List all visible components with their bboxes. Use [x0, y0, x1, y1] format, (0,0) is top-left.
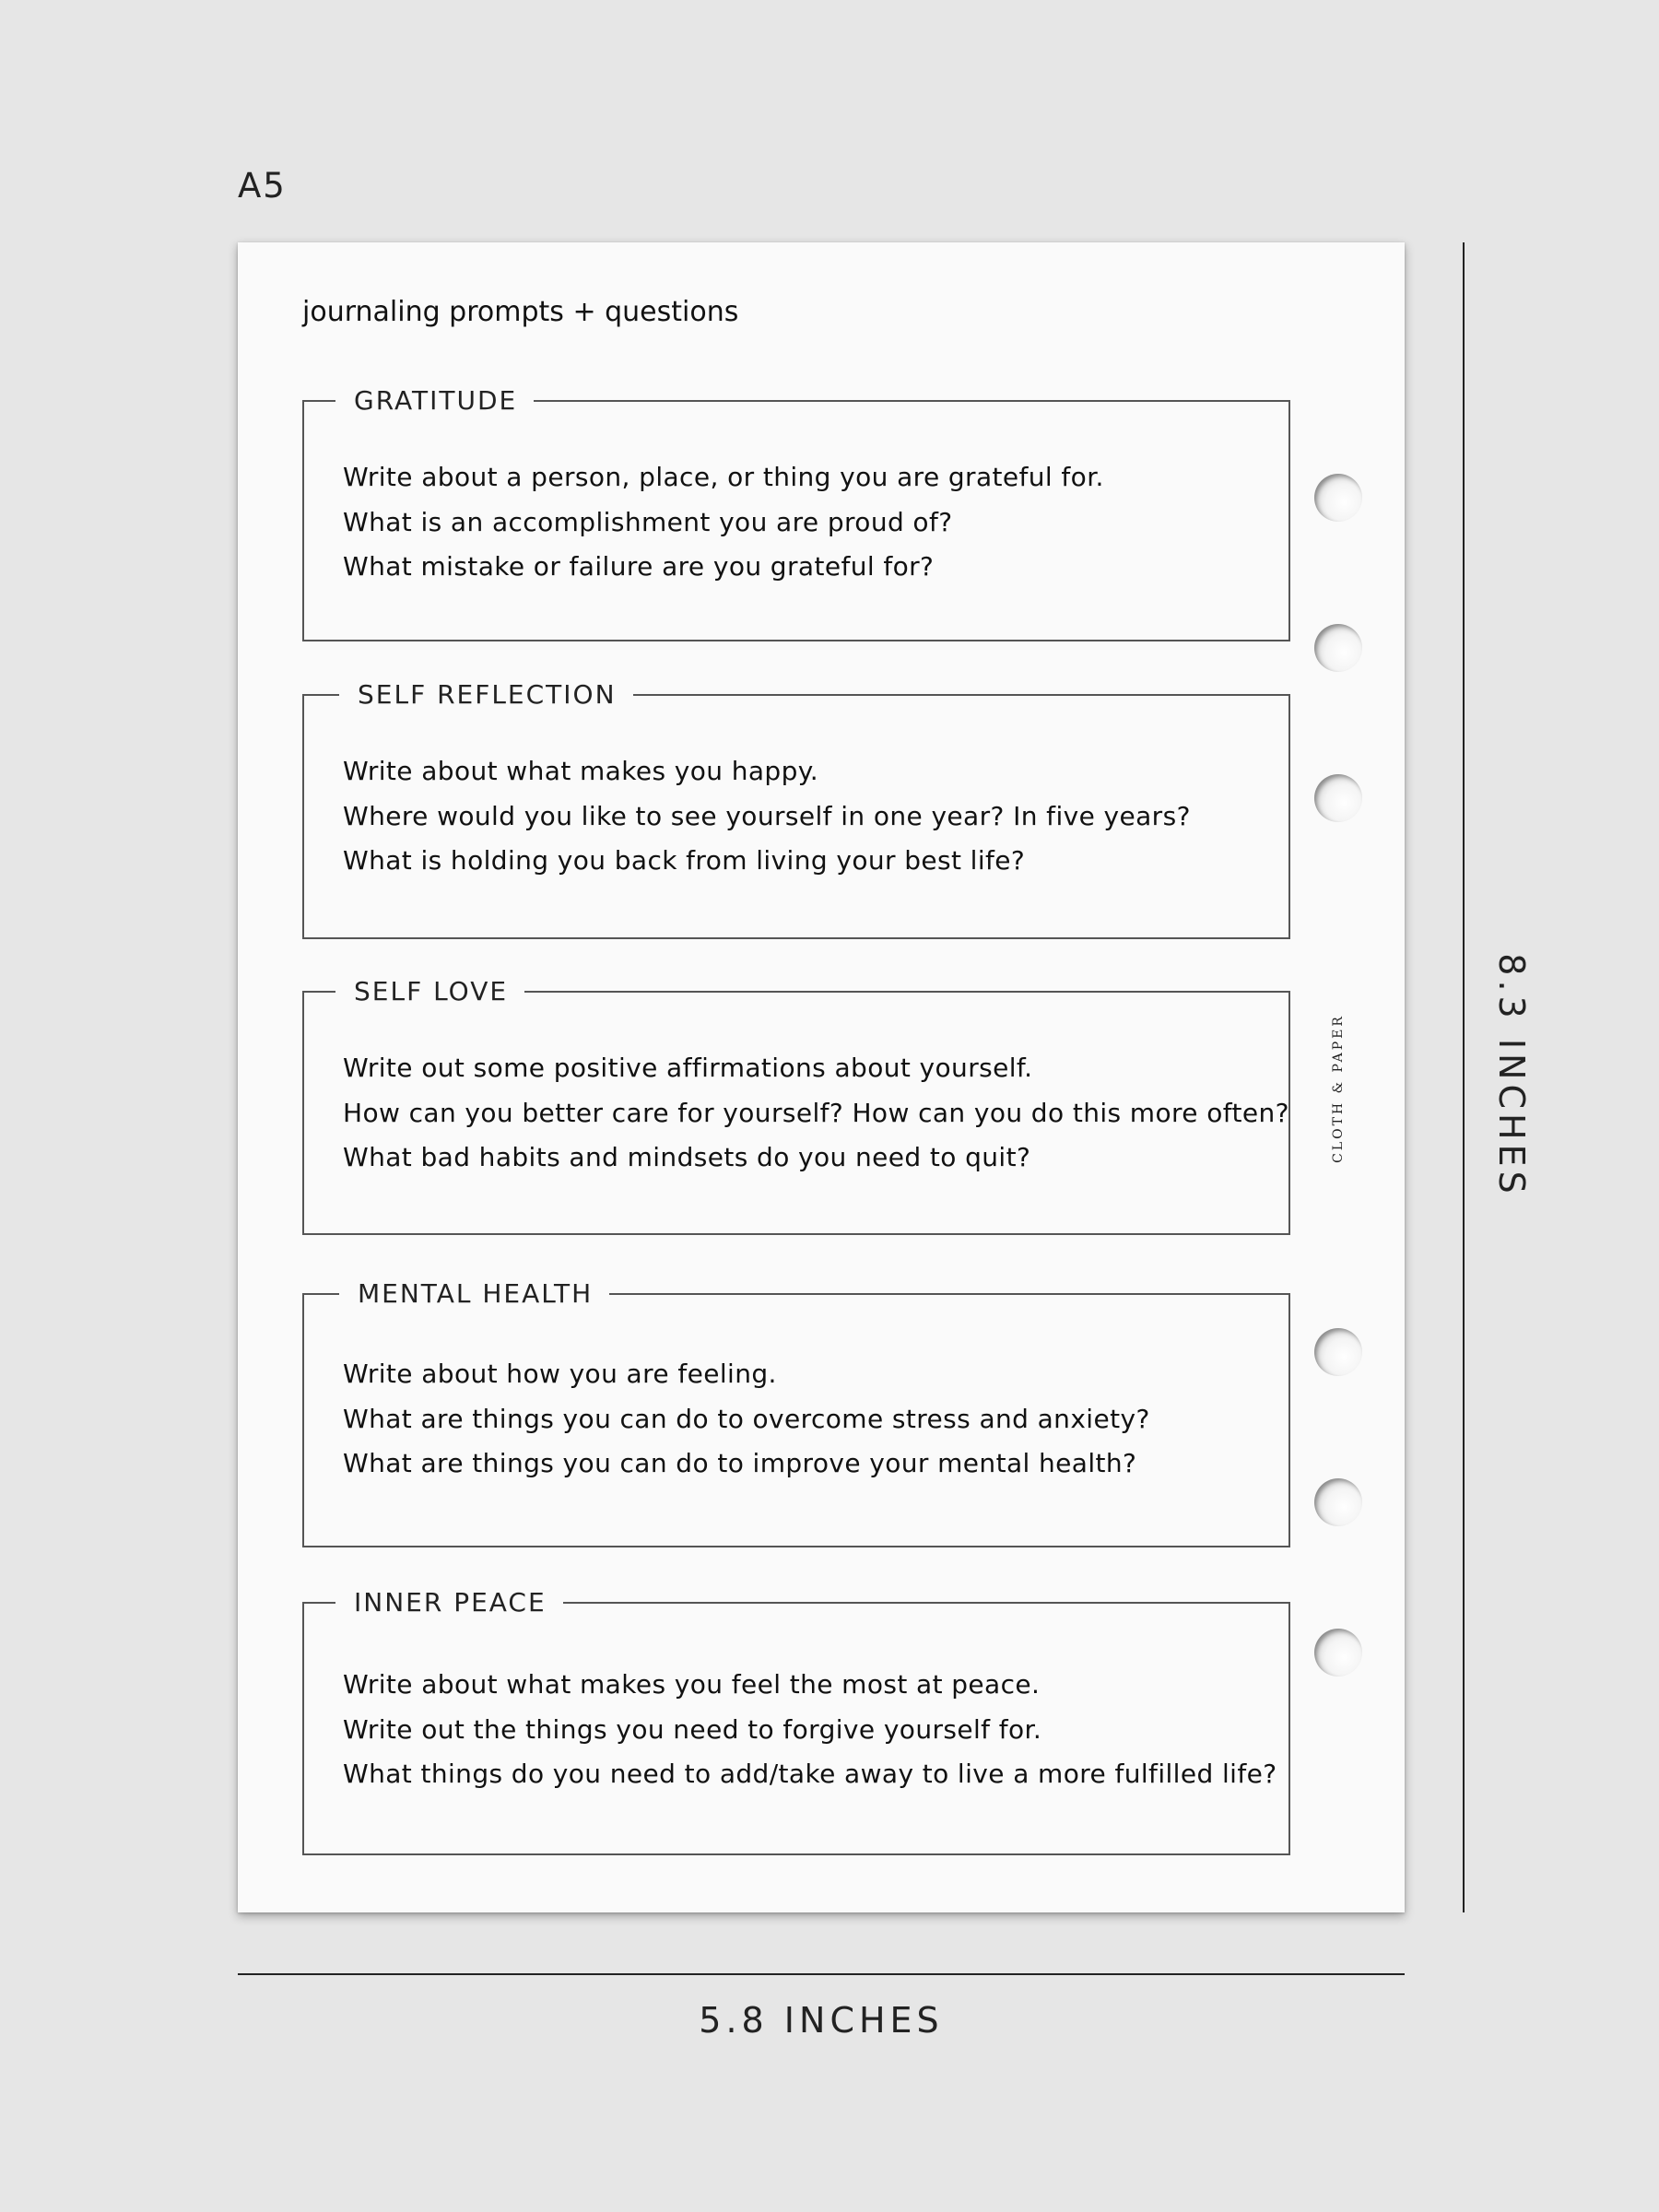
prompt: Where would you like to see yourself in one year? In five years?	[343, 800, 1191, 831]
prompt: What are things you can do to overcome stress and anxiety?	[343, 1403, 1150, 1434]
punch-hole	[1314, 1629, 1362, 1677]
section-title: MENTAL HEALTH	[339, 1277, 609, 1312]
prompt: What mistake or failure are you grateful for?	[343, 551, 935, 582]
section-mental-health	[302, 1278, 1290, 1547]
prompt-list	[343, 749, 1270, 884]
height-dimension-line	[1463, 242, 1465, 1912]
section-self-love	[302, 976, 1290, 1235]
prompt: What is an accomplishment you are proud of?	[343, 506, 953, 537]
page-title: journaling prompts + questions	[302, 296, 739, 328]
prompt: Write about how you are feeling.	[343, 1359, 777, 1389]
prompt: Write out some positive affirmations about yourself.	[343, 1053, 1033, 1083]
brand-logo: CLOTH & PAPER	[1331, 1014, 1346, 1163]
section-gratitude	[302, 385, 1290, 641]
prompt: Write about what makes you feel the most at peace.	[343, 1669, 1041, 1700]
section-title: INNER PEACE	[335, 1585, 563, 1620]
prompt: What are things you can do to improve your mental health?	[343, 1448, 1137, 1478]
section-inner-peace	[302, 1587, 1290, 1855]
width-dimension-line	[238, 1973, 1405, 1975]
width-dimension-label: 5.8 INCHES	[699, 2000, 944, 2041]
prompt: What bad habits and mindsets do you need to quit?	[343, 1142, 1031, 1172]
prompt: Write about a person, place, or thing you are grateful for.	[343, 462, 1104, 492]
prompt: What is holding you back from living your best life?	[343, 845, 1026, 876]
planner-page	[238, 242, 1405, 1912]
prompt: Write about what makes you happy.	[343, 756, 819, 786]
prompt: Write out the things you need to forgive yourself for.	[343, 1713, 1042, 1745]
punch-hole	[1314, 774, 1362, 822]
section-title: GRATITUDE	[335, 383, 534, 418]
prompt-list	[343, 1046, 1289, 1181]
paper-size-label: A5	[238, 166, 287, 206]
prompt-list	[343, 1663, 1277, 1797]
prompt-list	[343, 1352, 1270, 1487]
section-title: SELF REFLECTION	[339, 677, 633, 712]
section-self-reflection	[302, 679, 1290, 939]
punch-hole	[1314, 624, 1362, 672]
prompt-list	[343, 455, 1270, 590]
punch-hole	[1314, 474, 1362, 522]
section-title: SELF LOVE	[335, 974, 524, 1009]
prompt: How can you better care for yourself? How can you do this more often?	[343, 1097, 1289, 1128]
punch-hole	[1314, 1478, 1362, 1526]
punch-hole	[1314, 1328, 1362, 1376]
prompt: What things do you need to add/take away to live a more fulfilled life?	[343, 1759, 1277, 1789]
height-dimension-label: 8.3 INCHES	[1491, 953, 1532, 1198]
